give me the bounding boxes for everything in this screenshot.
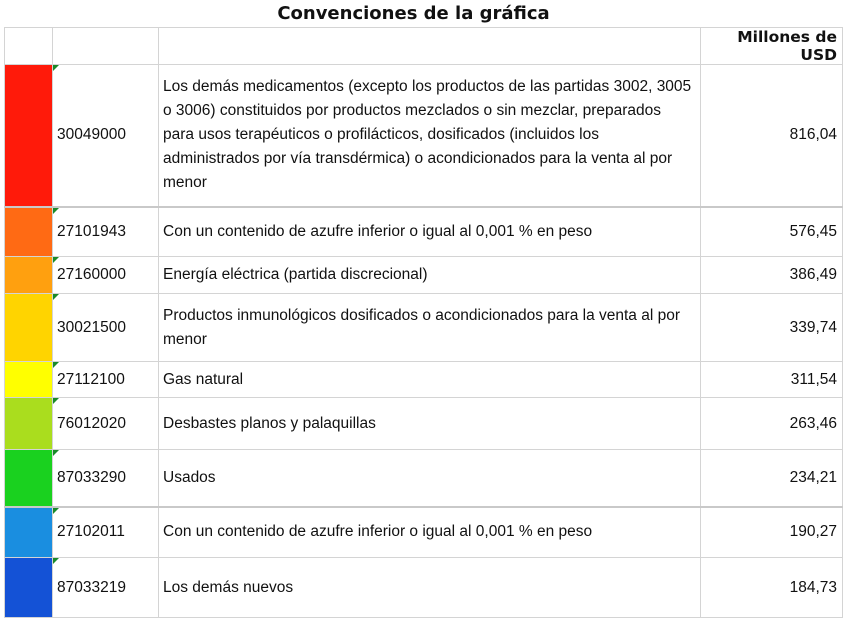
- comment-marker-icon: [53, 65, 59, 71]
- comment-marker-icon: [53, 362, 59, 368]
- product-description: Los demás medicamentos (excepto los productos de las partidas 3002, 3005 o 3006) constituidos por productos mezclados o sin mezclar, preparados para usos terapéuticos o profilácticos, dosificados (incluidos los administrados por vía transdérmica) o acondicionados para la venta al por menor: [159, 65, 701, 207]
- header-empty-desc: [159, 28, 701, 65]
- color-swatch: [5, 294, 53, 362]
- table-row: [5, 398, 843, 450]
- product-description: Usados: [159, 450, 701, 507]
- product-value: 190,27: [701, 507, 843, 558]
- table-row: [5, 507, 843, 558]
- product-value: 816,04: [701, 65, 843, 207]
- header-empty-code: [53, 28, 159, 65]
- product-value: 576,45: [701, 207, 843, 257]
- table-row: [5, 558, 843, 618]
- color-swatch: [5, 507, 53, 558]
- product-code: 87033290: [57, 468, 126, 486]
- product-code: 30021500: [57, 318, 126, 336]
- table-row: [5, 257, 843, 294]
- product-value: 263,46: [701, 398, 843, 450]
- color-swatch: [5, 257, 53, 294]
- product-value: 234,21: [701, 450, 843, 507]
- product-code: 30049000: [57, 126, 126, 144]
- product-value: 386,49: [701, 257, 843, 294]
- product-description: Energía eléctrica (partida discrecional): [159, 257, 701, 294]
- comment-marker-icon: [53, 294, 59, 300]
- product-description: Gas natural: [159, 362, 701, 398]
- product-description: Desbastes planos y palaquillas: [159, 398, 701, 450]
- comment-marker-icon: [53, 257, 59, 263]
- product-value: 339,74: [701, 294, 843, 362]
- product-code: 87033219: [57, 578, 126, 596]
- product-description: Con un contenido de azufre inferior o igual al 0,001 % en peso: [159, 507, 701, 558]
- header-row: [5, 28, 843, 65]
- product-code: 27101943: [57, 222, 126, 240]
- color-swatch: [5, 450, 53, 507]
- comment-marker-icon: [53, 450, 59, 456]
- header-empty-swatch: [5, 28, 53, 65]
- product-value: 311,54: [701, 362, 843, 398]
- product-description: Productos inmunológicos dosificados o acondicionados para la venta al por menor: [159, 294, 701, 362]
- legend-table: [4, 27, 843, 618]
- comment-marker-icon: [53, 508, 59, 514]
- product-value: 184,73: [701, 558, 843, 618]
- product-description: Los demás nuevos: [159, 558, 701, 618]
- color-swatch: [5, 558, 53, 618]
- table-row: [5, 450, 843, 507]
- color-swatch: [5, 65, 53, 207]
- color-swatch: [5, 207, 53, 257]
- color-swatch: [5, 398, 53, 450]
- product-description: Con un contenido de azufre inferior o igual al 0,001 % en peso: [159, 207, 701, 257]
- color-swatch: [5, 362, 53, 398]
- header-value: Millones de USD: [701, 28, 843, 65]
- product-code: 27112100: [57, 370, 125, 388]
- product-code: 27160000: [57, 266, 126, 283]
- table-row: [5, 207, 843, 257]
- table-row: [5, 65, 843, 207]
- table-row: [5, 362, 843, 398]
- comment-marker-icon: [53, 208, 59, 214]
- comment-marker-icon: [53, 398, 59, 404]
- legend-title: Convenciones de la gráfica: [277, 3, 550, 24]
- product-code: 27102011: [57, 523, 125, 541]
- comment-marker-icon: [53, 558, 59, 564]
- product-code: 76012020: [57, 414, 126, 432]
- table-row: [5, 294, 843, 362]
